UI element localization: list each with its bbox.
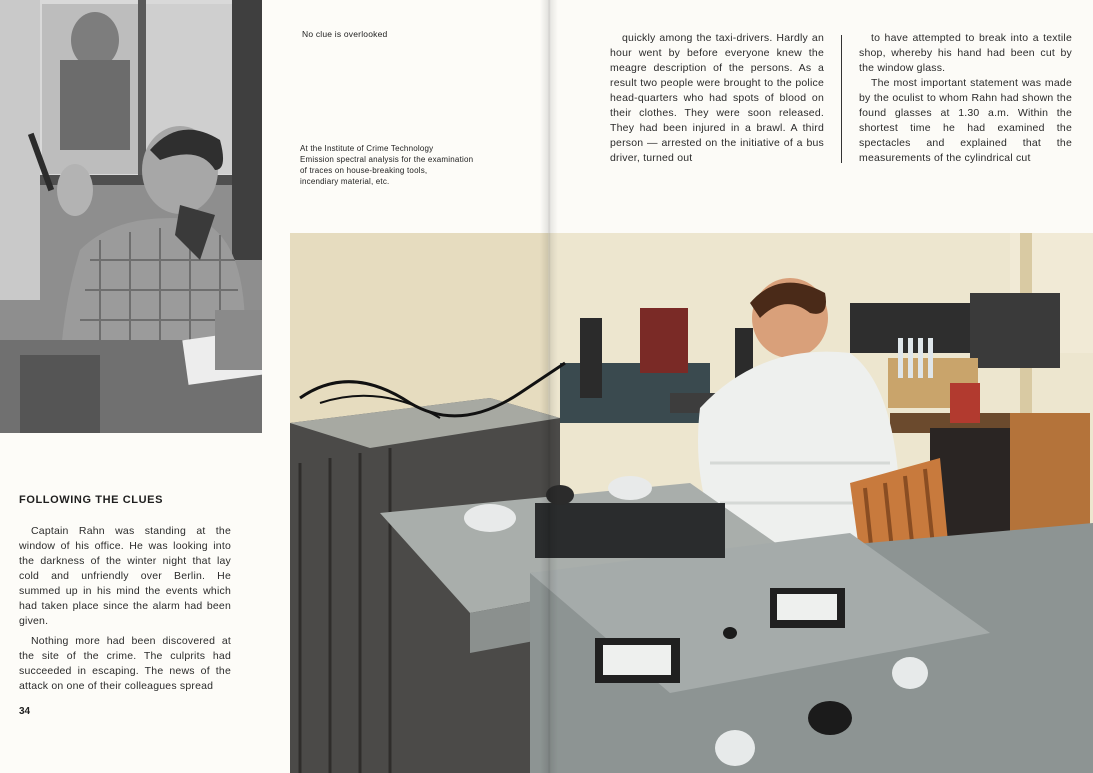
paragraph: The most important statement was made by the oculist to whom Rahn had shown the found glasses at 1.30 a.m. Within the shortest time he had examined the spectacles and explained that the measurements of the cylindrical cut <box>859 77 1072 164</box>
paragraph: Captain Rahn was standing at the window of his office. He was looking into the darkness of the winter night that lay cold and unfriendly over Berlin. He summed up in his mind the events which had taken place since the alarm had been given. <box>19 525 231 627</box>
lab-photo-caption <box>300 143 510 187</box>
caption-line: Emission spectral analysis for the examination <box>300 155 474 164</box>
column-divider <box>841 35 842 163</box>
caption-line: At the Institute of Crime Technology <box>300 144 434 153</box>
paragraph: to have attempted to break into a textile shop, whereby his hand had been cut by the window glass. <box>859 32 1072 74</box>
bw-photo-illustration <box>0 0 262 433</box>
man-examining-window-photo <box>0 0 262 433</box>
article-column-left <box>19 524 231 699</box>
caption-line: incendiary material, etc. <box>300 177 390 186</box>
spectral-analysis-lab-photo <box>290 233 1093 773</box>
article-column-right <box>859 31 1072 166</box>
page-number: 34 <box>19 706 31 717</box>
article-heading: FOLLOWING THE CLUES <box>19 494 164 506</box>
caption-line: of traces on house-breaking tools, <box>300 166 428 175</box>
article-column-middle <box>610 31 824 166</box>
paragraph: quickly among the taxi-drivers. Hardly an hour went by before everyone knew the meagre description of the persons. As a result two people were brought to the police head-quarters who had spots of blood on their clothes. They were soon released. They had been injured in a brawl. A third person — arrested on the initiative of a bus driver, turned out <box>610 32 824 164</box>
photo-caption-top: No clue is overlooked <box>302 29 388 39</box>
lab-photo-illustration <box>290 233 1093 773</box>
paragraph: Nothing more had been discovered at the site of the crime. The culprits had succeeded in escaping. The news of the attack on one of their colleagues spread <box>19 635 231 692</box>
